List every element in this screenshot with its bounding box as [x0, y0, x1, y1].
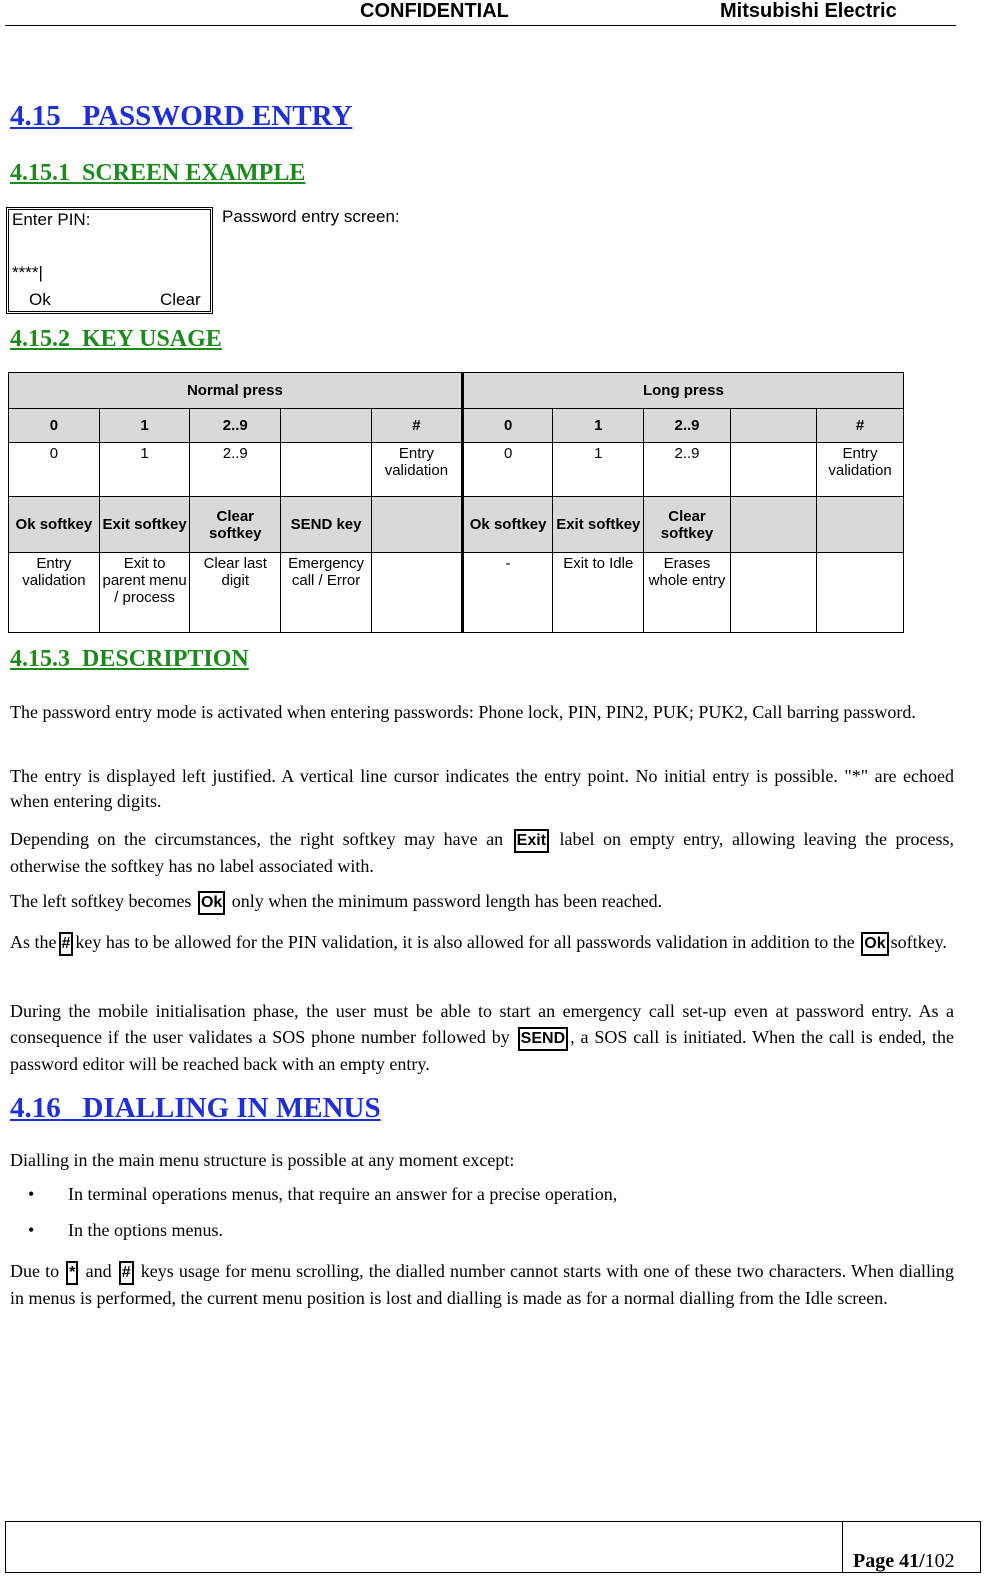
table-cell: Emergency call / Error — [281, 553, 372, 633]
star-key-label: * — [66, 1261, 78, 1285]
screen-right-softkey: Clear — [160, 290, 201, 309]
table-cell: 0 — [462, 443, 553, 497]
desc-paragraph-5 — [10, 928, 954, 957]
section-4-15-heading — [10, 100, 352, 133]
bullet-glyph: • — [28, 1220, 35, 1240]
desc-paragraph-3 — [10, 826, 954, 880]
section-title: SCREEN EXAMPLE — [82, 160, 306, 186]
text-run: Due to — [10, 1261, 60, 1281]
table-cell: Erases whole entry — [644, 553, 731, 633]
text-run: and — [85, 1261, 112, 1281]
screen-left-softkey: Ok — [29, 290, 51, 309]
section-4-16-heading — [10, 1092, 381, 1125]
ok-key-label: Ok — [861, 932, 888, 956]
table-cell — [730, 409, 816, 443]
table-cell — [281, 443, 372, 497]
text-run: only when the minimum password length has been reached. — [231, 891, 663, 911]
footer-box — [5, 1521, 981, 1573]
table-cell: - — [462, 553, 553, 633]
section-title: DIALLING IN MENUS — [82, 1092, 381, 1124]
table-cell: 2..9 — [190, 409, 281, 443]
table-cell: 1 — [99, 443, 190, 497]
text-run: The left softkey becomes — [10, 891, 192, 911]
header-rule — [5, 25, 956, 26]
table-cell: Entry validation — [9, 553, 100, 633]
normal-press-header: Normal press — [9, 373, 463, 409]
text-run: key has to be allowed for the PIN validation, it is also allowed for all passwords validation in addition to the — [75, 932, 855, 952]
table-cell: # — [817, 409, 904, 443]
table-cell: Exit softkey — [99, 497, 190, 553]
desc-paragraph-1: The password entry mode is activated when entering passwords: Phone lock, PIN, PIN2, PUK; PUK2, Call barring password. — [10, 702, 916, 722]
table-cell: Exit softkey — [553, 497, 644, 553]
table-cell — [817, 497, 904, 553]
table-keys-action-row — [9, 443, 904, 497]
table-cell: 2..9 — [644, 443, 731, 497]
table-cell — [730, 553, 816, 633]
table-cell: Ok softkey — [9, 497, 100, 553]
hash-key-label: # — [59, 932, 74, 956]
table-cell — [730, 497, 816, 553]
table-softkeys-row — [9, 497, 904, 553]
desc-paragraph-4 — [10, 889, 954, 915]
table-cell: 0 — [462, 409, 553, 443]
text-run: As the — [10, 932, 57, 952]
table-cell: Entry validation — [817, 443, 904, 497]
bullet-item: In the options menus. — [68, 1220, 223, 1240]
table-cell: Clear softkey — [190, 497, 281, 553]
section-number: 4.15.3 — [10, 646, 70, 672]
section-title: DESCRIPTION — [82, 646, 249, 672]
long-press-header: Long press — [462, 373, 903, 409]
exit-key-label: Exit — [514, 829, 549, 853]
desc-paragraph-6 — [10, 998, 954, 1077]
table-cell: 0 — [9, 443, 100, 497]
table-cell: 1 — [553, 443, 644, 497]
table-cell — [372, 497, 463, 553]
table-cell — [730, 443, 816, 497]
table-cell: Clear softkey — [644, 497, 731, 553]
table-keys-row — [9, 409, 904, 443]
ok-key-label: Ok — [198, 891, 225, 915]
table-cell: # — [372, 409, 463, 443]
bullet-glyph: • — [28, 1184, 35, 1204]
footer-divider — [842, 1521, 843, 1573]
section-4-15-1-heading — [10, 160, 305, 187]
table-cell: 2..9 — [190, 443, 281, 497]
bullet-item: In terminal operations menus, that require an answer for a precise operation, — [68, 1184, 618, 1204]
phone-screen-example — [6, 207, 213, 314]
key-usage-table — [8, 372, 904, 633]
text-run: During the mobile initialisation phase, the user must be able to start an emergency call set-up even at password entry. As a consequence if the user validates a SOS phone number followed by — [10, 1001, 954, 1047]
section-number: 4.16 — [10, 1092, 61, 1124]
section-number: 4.15.1 — [10, 160, 70, 186]
page-number — [853, 1550, 955, 1573]
hash-key-label: # — [119, 1261, 134, 1285]
table-cell: 2..9 — [644, 409, 731, 443]
dial-paragraph — [10, 1258, 954, 1311]
header-company: Mitsubishi Electric — [720, 0, 897, 22]
table-softkeys-action-row — [9, 553, 904, 633]
page-label: Page 41/ — [853, 1550, 925, 1572]
section-number: 4.15 — [10, 100, 61, 132]
table-cell: SEND key — [281, 497, 372, 553]
screen-entry: ****| — [12, 263, 43, 282]
table-cell: Exit to parent menu / process — [99, 553, 190, 633]
page-total: 102 — [924, 1550, 955, 1572]
table-cell — [281, 409, 372, 443]
table-cell: 0 — [9, 409, 100, 443]
section-4-15-3-heading — [10, 646, 249, 673]
desc-paragraph-2: The entry is displayed left justified. A vertical line cursor indicates the entry point. No initial entry is possible. "*" are echoed when entering digits. — [10, 766, 954, 811]
send-key-label: SEND — [518, 1027, 568, 1051]
text-run: label on empty entry, allowing leaving the process, otherwise the softkey has no label associated with. — [10, 829, 954, 876]
header-confidential: CONFIDENTIAL — [360, 0, 509, 22]
table-cell: 1 — [99, 409, 190, 443]
screen-prompt: Enter PIN: — [12, 210, 91, 229]
table-cell: Clear last digit — [190, 553, 281, 633]
dial-intro: Dialling in the main menu structure is possible at any moment except: — [10, 1150, 515, 1170]
table-cell: Ok softkey — [462, 497, 553, 553]
table-cell — [817, 553, 904, 633]
text-run: softkey. — [890, 932, 947, 952]
text-run: , a SOS call is initiated. When the call is ended, the password editor will be reached back with an empty entry. — [10, 1027, 954, 1074]
table-press-header-row — [9, 373, 904, 409]
table-cell: Entry validation — [372, 443, 463, 497]
table-cell: 1 — [553, 409, 644, 443]
section-4-15-2-heading — [10, 326, 222, 353]
text-run: Depending on the circumstances, the right softkey may have an — [10, 829, 504, 849]
table-cell: Exit to Idle — [553, 553, 644, 633]
section-title: KEY USAGE — [82, 326, 222, 352]
text-run: keys usage for menu scrolling, the dialled number cannot starts with one of these two characters. When dialling in menus is performed, the current menu position is lost and dialling is made as for a normal dialling from the Idle screen. — [10, 1261, 955, 1308]
section-number: 4.15.2 — [10, 326, 70, 352]
screen-caption: Password entry screen: — [222, 207, 400, 226]
table-cell — [372, 553, 463, 633]
section-title: PASSWORD ENTRY — [82, 100, 353, 132]
